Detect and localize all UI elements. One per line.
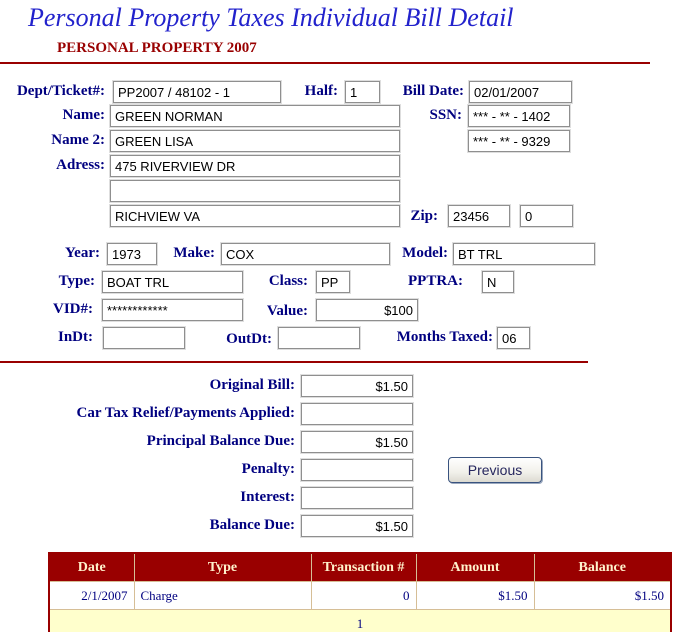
name2-field[interactable] — [110, 130, 400, 152]
cell-balance: $1.50 — [534, 582, 671, 610]
ssn-label: SSN: — [429, 107, 462, 123]
months-taxed-label: Months Taxed: — [396, 329, 493, 345]
indt-field[interactable] — [103, 327, 185, 349]
car-tax-relief-field[interactable] — [301, 403, 413, 425]
class-field[interactable] — [316, 271, 350, 293]
principal-balance-field[interactable] — [301, 431, 413, 453]
top-divider — [0, 62, 650, 64]
zip-label: Zip: — [410, 208, 438, 224]
make-label: Make: — [173, 245, 215, 261]
interest-label: Interest: — [240, 489, 295, 505]
address-label: Adress: — [56, 157, 105, 173]
outdt-field[interactable] — [278, 327, 360, 349]
column-header-transaction: Transaction # — [311, 553, 416, 582]
vid-field[interactable] — [102, 299, 243, 321]
ssn2-field[interactable] — [468, 130, 570, 152]
pager-row — [49, 610, 671, 632]
page-title: Personal Property Taxes Individual Bill Detail — [28, 3, 514, 32]
year-field[interactable] — [107, 243, 157, 265]
transaction-header-row — [49, 553, 671, 582]
section-heading: PERSONAL PROPERTY 2007 — [57, 40, 257, 56]
pptra-field[interactable] — [482, 271, 514, 293]
cell-transaction-no: 0 — [311, 582, 416, 610]
months-taxed-field[interactable] — [497, 327, 530, 349]
make-field[interactable] — [221, 243, 390, 265]
cell-type: Charge — [134, 582, 311, 610]
vid-label: VID#: — [53, 301, 93, 317]
model-field[interactable] — [453, 243, 595, 265]
ssn-field[interactable] — [468, 105, 570, 127]
dept-ticket-label: Dept/Ticket#: — [16, 83, 105, 99]
zip-ext-field[interactable] — [520, 205, 573, 227]
column-header-amount: Amount — [416, 553, 534, 582]
cell-date: 2/1/2007 — [49, 582, 134, 610]
original-bill-field[interactable] — [301, 375, 413, 397]
penalty-label: Penalty: — [241, 461, 295, 477]
indt-label: InDt: — [57, 329, 93, 345]
class-label: Class: — [268, 273, 308, 289]
penalty-field[interactable] — [301, 459, 413, 481]
year-label: Year: — [65, 245, 100, 261]
principal-balance-label: Principal Balance Due: — [146, 433, 295, 449]
bill-date-field[interactable] — [469, 81, 572, 103]
previous-button[interactable]: Previous — [448, 457, 542, 483]
dept-ticket-field[interactable] — [113, 81, 281, 103]
type-field[interactable] — [102, 271, 243, 293]
name-label: Name: — [62, 107, 105, 123]
half-field[interactable] — [345, 81, 380, 103]
address-field[interactable] — [110, 155, 400, 177]
balance-due-label: Balance Due: — [209, 517, 295, 533]
name-field[interactable] — [110, 105, 400, 127]
column-header-type: Type — [134, 553, 311, 582]
outdt-label: OutDt: — [226, 331, 272, 347]
bill-date-label: Bill Date: — [402, 83, 464, 99]
car-tax-relief-label: Car Tax Relief/Payments Applied: — [76, 405, 295, 421]
column-header-date: Date — [49, 553, 134, 582]
model-label: Model: — [402, 245, 448, 261]
bill-divider — [0, 361, 588, 363]
interest-field[interactable] — [301, 487, 413, 509]
column-header-balance: Balance — [534, 553, 671, 582]
half-label: Half: — [304, 83, 338, 99]
name2-label: Name 2: — [51, 132, 105, 148]
type-label: Type: — [58, 273, 95, 289]
zip-field[interactable] — [448, 205, 510, 227]
pager-page-number: 1 — [49, 610, 671, 632]
pptra-label: PPTRA: — [408, 273, 463, 289]
cell-amount: $1.50 — [416, 582, 534, 610]
address2-field[interactable] — [110, 180, 400, 202]
original-bill-label: Original Bill: — [209, 377, 295, 393]
value-field[interactable] — [316, 299, 418, 321]
value-label: Value: — [266, 303, 308, 319]
balance-due-field[interactable] — [301, 515, 413, 537]
city-field[interactable] — [110, 205, 400, 227]
table-row — [49, 582, 671, 610]
transaction-table — [48, 552, 672, 632]
